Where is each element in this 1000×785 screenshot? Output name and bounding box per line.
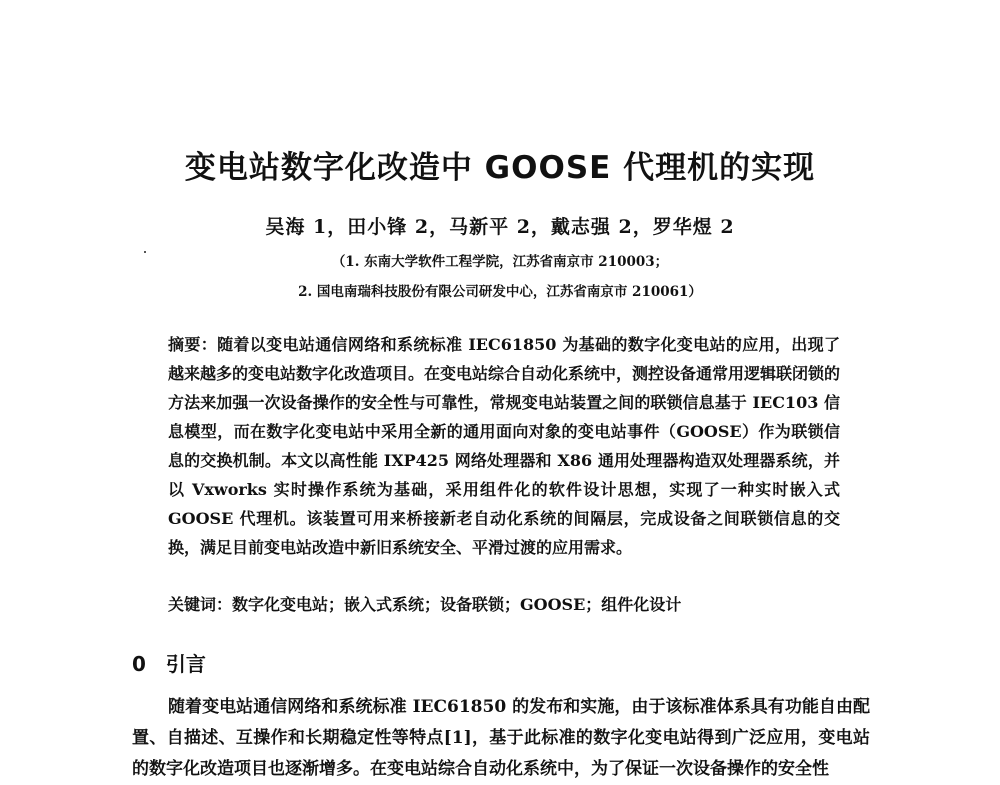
section-title: 引言 <box>165 652 206 676</box>
section-number: 0 <box>132 652 146 676</box>
affiliation-2: 2. 国电南瑞科技股份有限公司研发中心，江苏省南京市 210061） <box>298 284 702 300</box>
abstract-text: 随着以变电站通信网络和系统标准 IEC61850 为基础的数字化变电站的应用，出现了越来越多的变电站数字化改造项目。在变电站综合自动化系统中，测控设备通常用逻辑联闭锁的方法来加强一次设备操作的安全性与可靠性，常规变电站装置之间的联锁信息基于 IEC103 信息模型，而在数字化变电站中采用全新的通用面向对象的变电站事件（GOOSE）作为联锁信息的交换机制。本文以高性能 IXP425 网络处理器和 X86 通用处理器构造双处理器系统，并以 Vxworks 实时操作系统为基础，采用组件化的软件设计思想，实现了一种实时嵌入式 GOOSE 代理机。该装置可用来桥接新老自动化系统的间隔层，完成设备之间联锁信息的交换，满足目前变电站改造中新旧系统安全、平滑过渡的应用需求。 <box>168 335 841 557</box>
introduction-paragraph: 随着变电站通信网络和系统标准 IEC61850 的发布和实施，由于该标准体系具有功能自由配置、自描述、互操作和长期稳定性等特点[1]，基于此标准的数字化变电站得到广泛应用，变电站的数字化改造项目也逐渐增多。在变电站综合自动化系统中，为了保证一次设备操作的安全性 <box>132 697 870 779</box>
paper-title: 变电站数字化改造中 GOOSE 代理机的实现 <box>184 150 816 186</box>
keywords <box>168 592 840 615</box>
affiliation-1: （1. 东南大学软件工程学院，江苏省南京市 210003； <box>331 254 669 270</box>
abstract <box>168 330 840 562</box>
keywords-text: 数字化变电站；嵌入式系统；设备联锁；GOOSE；组件化设计 <box>232 595 682 614</box>
section-heading-introduction <box>132 648 206 677</box>
author-list: 吴海 1，田小锋 2，马新平 2，戴志强 2，罗华煜 2 <box>265 216 735 238</box>
abstract-label: 摘要： <box>168 335 218 354</box>
keywords-label: 关键词： <box>168 595 233 614</box>
